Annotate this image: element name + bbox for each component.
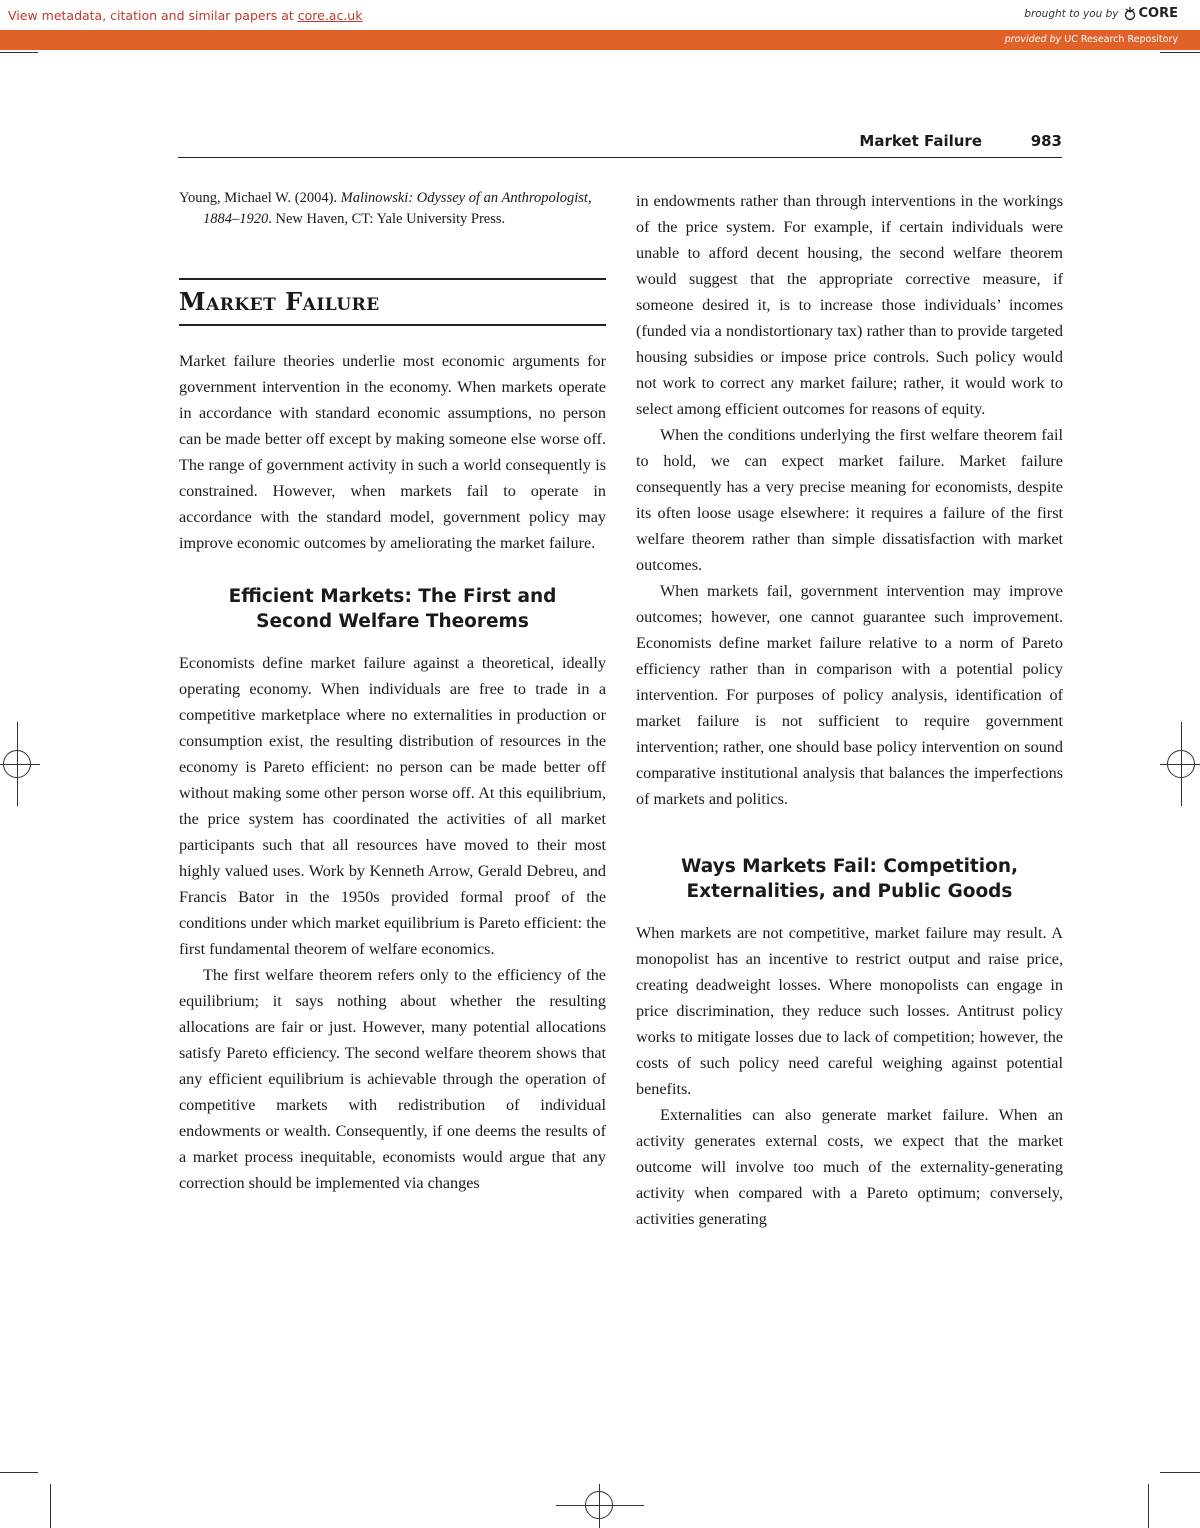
section-heading-line: Externalities, and Public Goods xyxy=(686,881,1013,902)
body-paragraph: When markets are not competitive, market failure may result. A monopolist has an incentive to restrict output and raise price, creating deadweight losses. Where monopolists can engage in price discrimination, they reduce such losses. Antitrust policy works to mitigate losses due to lack of competition; however, the costs of such policy need careful weighing against potential benefits. xyxy=(636,924,1063,1098)
reference-publisher: . New Haven, CT: Yale University Press. xyxy=(268,211,506,227)
reference-entry xyxy=(179,188,606,230)
registration-mark-right xyxy=(1167,750,1195,778)
provided-by-italic: provided by xyxy=(1004,34,1062,45)
core-ac-uk-link[interactable]: core.ac.uk xyxy=(297,8,363,23)
core-banner xyxy=(0,0,1200,30)
crop-mark xyxy=(50,1484,51,1528)
provided-by-text[interactable] xyxy=(1005,34,1178,45)
intro-paragraph: Market failure theories underlie most economic arguments for government intervention in the economy. When markets operate in accordance with standard economic assumptions, no person can be made better off except by making someone else worse off. The range of government activity in such a world consequently is constrained. However, when markets fail to operate in accordance with the standard model, government policy may improve economic outcomes by ameliorating the market failure. xyxy=(179,352,606,552)
entry-title-block xyxy=(179,278,606,326)
registration-mark-left xyxy=(3,750,31,778)
body-paragraph: When markets fail, government intervention may improve outcomes; however, one cannot guarantee such improvement. Economists define market failure relative to a norm of Pareto efficiency rather than in comparison with a potential policy intervention. For purposes of policy analysis, identification of market failure is not sufficient to require government intervention; rather, one should base policy intervention on sound comparative institutional analysis that balances the imperfections of markets and politics. xyxy=(636,582,1063,808)
section-heading-ways-markets-fail xyxy=(636,854,1063,904)
reference-authors: Young, Michael W. (2004). xyxy=(179,190,341,206)
entry-title: Market Failure xyxy=(179,287,380,316)
core-link-prefix: View metadata, citation and similar papers at xyxy=(8,8,298,23)
registration-mark-bottom xyxy=(585,1491,613,1519)
crop-mark xyxy=(0,52,38,53)
body-paragraph: in endowments rather than through interventions in the workings of the price system. For example, if certain individuals were unable to afford decent housing, the second welfare theorem would suggest that the appropriate corrective measure, if someone desired it, is to increase those individuals’ incomes (funded via a nondistortionary tax) rather than to provide targeted housing subsidies or impose price controls. Such policy would not work to correct any market failure; rather, it would work to select among efficient outcomes for reasons of equity. xyxy=(636,192,1063,418)
body-paragraph: Externalities can also generate market failure. When an activity generates external costs, we expect that the market outcome will involve too much of the externality-generating activity when compared with a Pareto optimum; conversely, activities generating xyxy=(636,1106,1063,1228)
core-metadata-link[interactable] xyxy=(8,8,362,23)
section-heading-line: Second Welfare Theorems xyxy=(256,611,529,632)
running-head-title: Market Failure xyxy=(859,132,982,150)
crop-mark xyxy=(1160,1472,1200,1473)
section-heading-line: Efficient Markets: The First and xyxy=(228,586,557,607)
body-paragraph: Economists define market failure against a theoretical, ideally operating economy. When individuals are free to trade in a competitive marketplace where no externalities in production or consumption exist, the resulting distribution of resources in the economy is Pareto efficient: no person can be made better off without making some other person worse off. At this equilibrium, the price system has coordinated the activities of all market participants such that all resources have moved to their most highly valued uses. Work by Kenneth Arrow, Gerald Debreu, and Francis Bator in the 1950s provided formal proof of the conditions under which market equilibrium is Pareto efficient: the first fundamental theorem of welfare economics. xyxy=(179,654,606,958)
core-logo-icon xyxy=(1123,7,1137,21)
brought-by-text: brought to you by xyxy=(1024,7,1119,20)
body-paragraph: When the conditions underlying the first welfare theorem fail to hold, we can expect market failure. Market failure consequently has a very precise meaning for economists, despite its often loose usage elsewhere: it requires a failure of the first welfare theorem rather than simple dissatisfaction with market outcomes. xyxy=(636,426,1063,574)
reference-book-title: Malinowski: Odyssey of an Anthropologist, 1884–1920 xyxy=(203,190,592,227)
brought-to-you-by xyxy=(1024,6,1178,21)
crop-mark xyxy=(0,1472,38,1473)
section-heading-line: Ways Markets Fail: Competition, xyxy=(680,856,1019,877)
core-logo-text: CORE xyxy=(1138,6,1178,21)
crop-mark xyxy=(1160,52,1200,53)
left-column xyxy=(179,188,606,1196)
provided-by-repository: UC Research Repository xyxy=(1061,34,1178,45)
running-head xyxy=(178,132,1062,158)
page-number: 983 xyxy=(1030,132,1062,150)
right-column xyxy=(636,188,1063,1232)
body-paragraph: The first welfare theorem refers only to the efficiency of the equilibrium; it says nothing about whether the resulting allocations are fair or just. However, many potential allocations satisfy Pareto efficiency. The second welfare theorem shows that any efficient equilibrium is achievable through the operation of competitive markets with redistribution of individual endowments or wealth. Consequently, if one deems the results of a market process inequitable, economists would argue that any correction should be implemented via changes xyxy=(179,966,606,1192)
crop-mark xyxy=(1148,1484,1149,1528)
section-heading-efficient-markets xyxy=(179,584,606,634)
core-logo[interactable] xyxy=(1123,6,1178,21)
core-provided-bar xyxy=(0,30,1200,50)
